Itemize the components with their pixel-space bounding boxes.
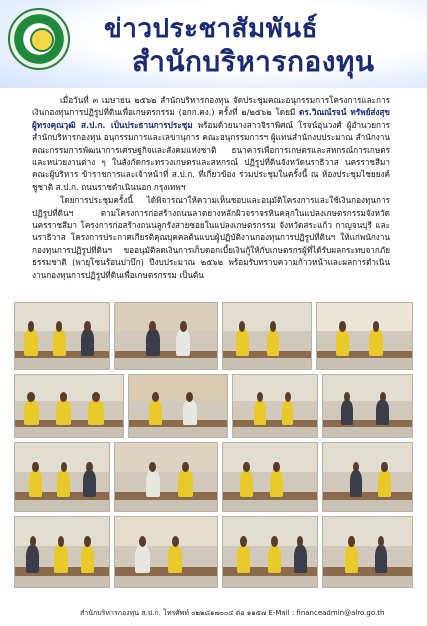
- meeting-photo: [114, 516, 218, 588]
- emblem-center: [30, 28, 54, 52]
- photo-collage: [14, 302, 413, 602]
- meeting-photo: [114, 302, 218, 370]
- meeting-photo: [222, 516, 318, 588]
- meeting-photo: [14, 374, 124, 438]
- meeting-photo: [128, 374, 228, 438]
- meeting-photo: [322, 516, 413, 588]
- article-paragraph-1: [32, 94, 390, 193]
- meeting-photo: [14, 516, 110, 588]
- header-banner: [0, 0, 427, 88]
- meeting-photo: [222, 302, 312, 370]
- paragraph-1-text-b: พร้อมด้วยนางสาวจิราพิศณ์ โรจน์อุ่นวงศ์ ผู้อำนวยการสำนักบริหารกองทุน อนุกรรมการและเลขานุการ คณะอนุกรรมการฯ ผู้แทนสำนักงบประมาณ สำนักงานคณะกรรมการพัฒนาการเศรษฐกิจและสังคมแห่งชาติ ธนาคารเพื่อการเกษตรและสหกรณ์การเกษตร และหน่วยงานต่าง ๆ ในสังกัดกระทรวงเกษตรและสหกรณ์ ปฏิรูปที่ดินจังหวัดนราธิวาส นครราชสีมา คณะผู้บริหาร ข้าราชการและเจ้าหน้าที่ ส.ป.ก. ที่เกี่ยวข้อง ร่วมประชุมในครั้งนี้ ณ ห้องประชุมไชยยงค์ ชูชาติ ส.ป.ก. ถนนราชดำเนินนอก กรุงเทพฯ: [32, 119, 390, 192]
- article-body: [32, 94, 390, 282]
- chairperson-highlight: ดร.วิณณ์รจน์ ทรัพย์ส่งสุข ผู้ทรงคุณวุฒิ ส.ป.ก. เป็นประธานการประชุม: [32, 107, 390, 130]
- header-subtitle: สำนักบริหารกองทุน: [132, 45, 375, 78]
- alro-emblem-icon: [8, 8, 70, 70]
- meeting-photo: [114, 442, 218, 512]
- meeting-photo: [322, 374, 413, 438]
- paragraph-1-text-a: เมื่อวันที่ ๓ เมษายน ๒๕๖๒ สำนักบริหารกองทุน จัดประชุมคณะอนุกรรมการโครงการและการเงินกองทุนการปฏิรูปที่ดินเพื่อเกษตรกรรม (อกก.คง.) ครั้งที่ ๒/๒๕๖๒ โดยมี: [32, 95, 390, 118]
- meeting-photo: [222, 442, 318, 512]
- header-title: ข่าวประชาสัมพันธ์: [104, 14, 318, 44]
- meeting-photo: [14, 302, 110, 370]
- footer-contact: สำนักบริหารกองทุน ส.ป.ก. โทรศัพท์ ๐๒๒๘๑๗๐๐๔ ต่อ ๑๑๕๗ E-Mail : financeadmin@alro.go.th: [80, 609, 385, 617]
- meeting-photo: [14, 442, 110, 512]
- meeting-photo: [316, 302, 413, 370]
- meeting-photo: [232, 374, 318, 438]
- article-paragraph-2: โดยการประชุมครั้งนี้ ได้พิจารณาให้ความเห็นชอบและอนุมัติโครงการและใช้เงินกองทุนการปฏิรูปที่ดินฯ ตามโครงการก่อสร้างถนนลาดยางหลักผิวจราจรหินคลุกในแปลงเกษตรกรรมจังหวัดนครราชสีมา โครงการก่อสร้างถนนลูกรังสายซอยในแปลงเกษตรกรรม จังหวัดสระแก้ว กาญจนบุรี และนราธิวาส โครงการประกาศเกียรติคุณบุคคลต้นแบบผู้ปฏิบัติงานกองทุนการปฏิรูปที่ดินฯ ให้แก่พนักงานกองทุนการปฏิรูปที่ดินฯ ขออนุมัติลดเงินการเก็บดอกเบี้ยเงินกู้ให้กับเกษตรกรผู้ที่ได้รับผลกระทบจากภัยธรรมชาติ (พายุโซนร้อนปาบึก) ปีงบประมาณ ๒๕๖๒ พร้อมรับทราบความก้าวหน้าและผลการดำเนินงานกองทุนการปฏิรูปที่ดินเพื่อเกษตรกรรม เป็นต้น: [32, 195, 390, 280]
- footer: [0, 604, 427, 626]
- meeting-photo: [322, 442, 413, 512]
